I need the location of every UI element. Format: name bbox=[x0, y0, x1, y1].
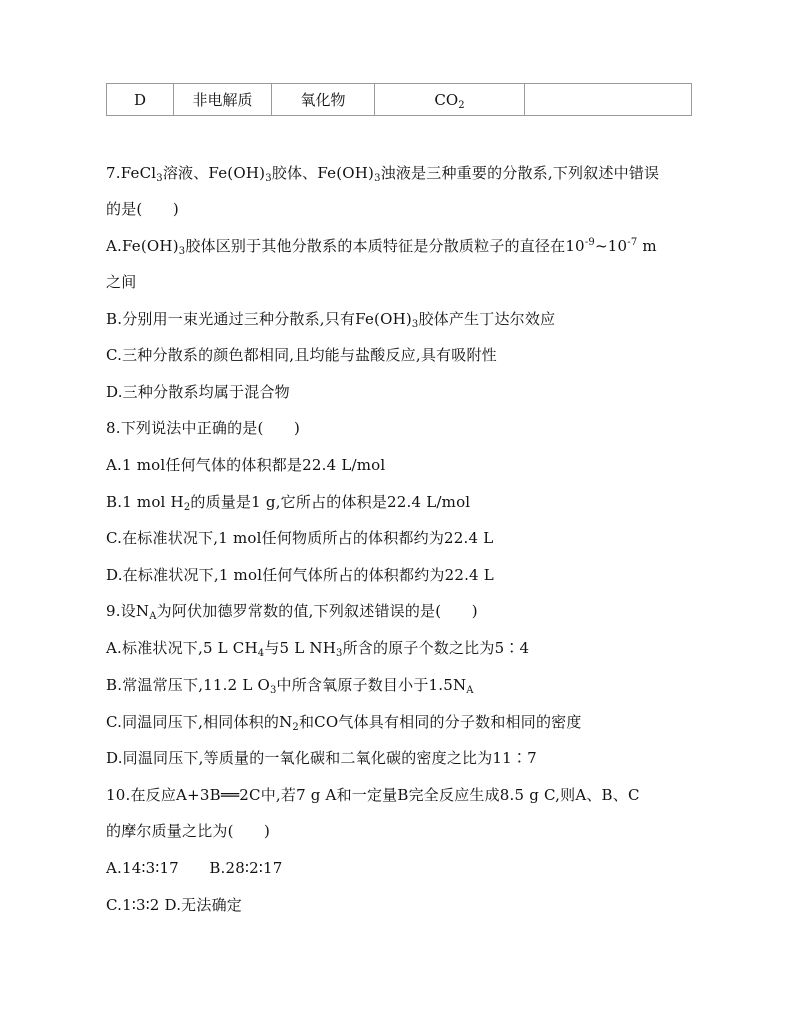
question-7-option-a-continued: 之间 bbox=[106, 273, 137, 291]
question-8-option-b: B.1 mol $H_2$的质量是1 g,它所占的体积是22.4 L/mol bbox=[106, 493, 471, 513]
question-9-option-d: D.同温同压下,等质量的一氧化碳和二氧化碳的密度之比为11∶7 bbox=[106, 749, 537, 767]
table-cell-option: D bbox=[107, 84, 174, 116]
question-8-stem: 8.下列说法中正确的是( ) bbox=[106, 419, 301, 437]
question-8-option-c: C.在标准状况下,1 mol任何物质所占的体积都约为22.4 L bbox=[106, 529, 494, 547]
table-cell-example: $CO_2$ bbox=[375, 84, 525, 116]
question-9-option-c: C.同温同压下,相同体积的$N_2$和CO气体具有相同的分子数和相同的密度 bbox=[106, 713, 582, 733]
question-9-option-a: A.标准状况下,5 L $CH_4$与5 L $NH_3$所含的原子个数之比为5∶4 bbox=[106, 639, 530, 659]
classification-table bbox=[106, 83, 692, 116]
question-7-option-b: B.分别用一束光通过三种分散系,只有$Fe(OH)_3$胶体产生丁达尔效应 bbox=[106, 310, 556, 330]
question-8-option-a: A.1 mol任何气体的体积都是22.4 L/mol bbox=[106, 456, 386, 474]
question-8-option-d: D.在标准状况下,1 mol任何气体所占的体积都约为22.4 L bbox=[106, 566, 494, 584]
table-cell-empty bbox=[525, 84, 692, 116]
question-9-stem: 9.设$N_A$为阿伏加德罗常数的值,下列叙述错误的是( ) bbox=[106, 602, 478, 622]
question-7-option-a: $A.Fe(OH)_3$胶体区别于其他分散系的本质特征是分散质粒子的直径在$10^{-9}\sim 10^{-7}$ m bbox=[106, 237, 657, 257]
question-7-stem-continued: 的是( ) bbox=[106, 200, 179, 218]
question-10-stem: 10.在反应A+3B══2C中,若7 g A和一定量B完全反应生成8.5 g C,则A、B、C bbox=[106, 786, 640, 804]
question-7-stem: 7.FeCl$_3$溶液、$Fe(OH)_3$胶体、$Fe(OH)_3$浊液是三种重要的分散系,下列叙述中错误 bbox=[106, 164, 660, 184]
question-9-option-b: B.常温常压下,11.2 L $O_3$中所含氧原子数目小于$1.5N_A$ bbox=[106, 676, 474, 696]
table-row bbox=[107, 84, 692, 116]
question-10-options-cd: C.1∶3∶2 D.无法确定 bbox=[106, 896, 242, 914]
question-7-option-c: C.三种分散系的颜色都相同,且均能与盐酸反应,具有吸附性 bbox=[106, 346, 497, 364]
question-10-options-ab: A.14∶3∶17 B.28∶2∶17 bbox=[106, 859, 283, 877]
question-10-stem-continued: 的摩尔质量之比为( ) bbox=[106, 822, 271, 840]
question-7-option-d: D.三种分散系均属于混合物 bbox=[106, 383, 290, 401]
table-cell-category: 非电解质 bbox=[174, 84, 272, 116]
table-cell-type: 氧化物 bbox=[272, 84, 375, 116]
